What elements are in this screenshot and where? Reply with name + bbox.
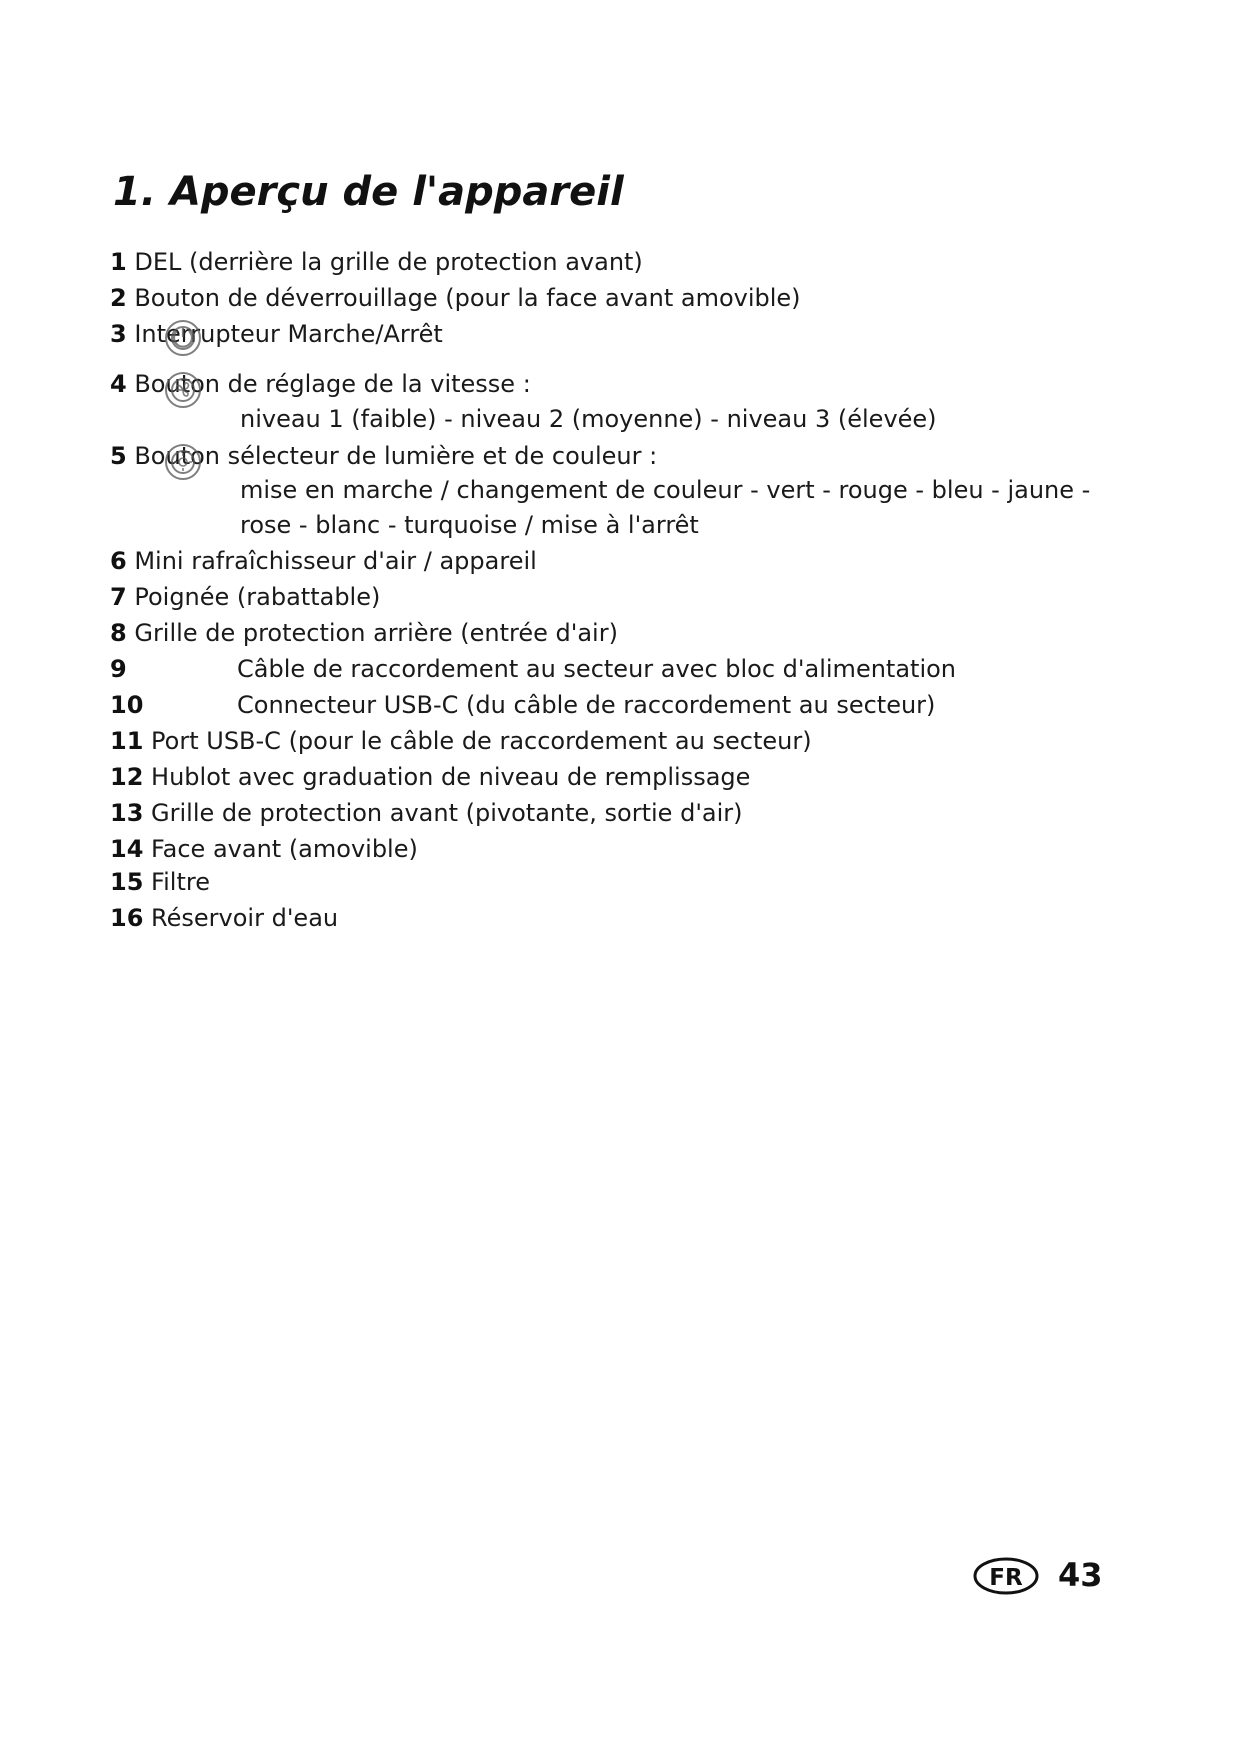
item-detail: mise en marche / changement de couleur - vert - rouge - bleu - jaune -: [240, 476, 1091, 504]
item-text: Connecteur USB-C (du câble de raccordement au secteur): [237, 691, 936, 719]
list-item: [110, 247, 643, 277]
item-number: 3: [110, 320, 127, 348]
list-item: [110, 319, 443, 349]
light-button-icon: [163, 442, 203, 482]
page-number: 43: [1058, 1556, 1103, 1594]
item-text: DEL (derrière la grille de protection avant): [134, 248, 643, 276]
item-text: Câble de raccordement au secteur avec bloc d'alimentation: [237, 655, 957, 683]
item-text: Grille de protection avant (pivotante, sortie d'air): [151, 799, 743, 827]
item-number: 2: [110, 284, 127, 312]
item-number: 11: [110, 727, 144, 755]
item-number: 13: [110, 799, 144, 827]
item-text: Poignée (rabattable): [134, 583, 381, 611]
list-item: [110, 582, 380, 612]
item-text: Mini rafraîchisseur d'air / appareil: [134, 547, 537, 575]
item-number: 14: [110, 835, 144, 863]
list-item: [110, 654, 956, 684]
item-number: 7: [110, 583, 127, 611]
fan-speed-button-icon: [163, 370, 203, 410]
item-number: 9: [110, 655, 127, 683]
list-item: [110, 690, 935, 720]
item-text: Grille de protection arrière (entrée d'air): [134, 619, 618, 647]
item-number: 4: [110, 370, 127, 398]
item-detail: rose - blanc - turquoise / mise à l'arrêt: [240, 511, 699, 539]
list-item: [110, 762, 750, 792]
item-number: 5: [110, 442, 127, 470]
list-item: [110, 834, 418, 864]
power-button-icon: [163, 318, 203, 358]
list-item: [110, 546, 537, 576]
item-text: Réservoir d'eau: [151, 904, 339, 932]
list-item: [110, 283, 801, 313]
item-text: Face avant (amovible): [151, 835, 418, 863]
language-code: FR: [989, 1565, 1023, 1591]
item-text: Bouton de déverrouillage (pour la face avant amovible): [134, 284, 801, 312]
item-number: 15: [110, 868, 144, 896]
language-badge: [973, 1556, 1039, 1596]
item-text: Filtre: [151, 868, 210, 896]
list-item: [110, 618, 618, 648]
item-detail: niveau 1 (faible) - niveau 2 (moyenne) - niveau 3 (élevée): [240, 405, 937, 433]
list-item: [110, 726, 812, 756]
item-number: 12: [110, 763, 144, 791]
item-text: Bouton de réglage de la vitesse :: [134, 370, 531, 398]
list-item: [110, 867, 210, 897]
list-item: [110, 903, 338, 933]
list-item: [110, 798, 743, 828]
item-number: 10: [110, 691, 144, 719]
item-text: Bouton sélecteur de lumière et de couleur :: [134, 442, 658, 470]
item-number: 8: [110, 619, 127, 647]
item-number: 16: [110, 904, 144, 932]
item-number: 1: [110, 248, 127, 276]
page-title: 1. Aperçu de l'appareil: [113, 169, 624, 215]
item-number: 6: [110, 547, 127, 575]
item-text: Hublot avec graduation de niveau de remplissage: [151, 763, 751, 791]
item-text: Port USB-C (pour le câble de raccordement au secteur): [151, 727, 812, 755]
item-text: Interrupteur Marche/Arrêt: [134, 320, 443, 348]
